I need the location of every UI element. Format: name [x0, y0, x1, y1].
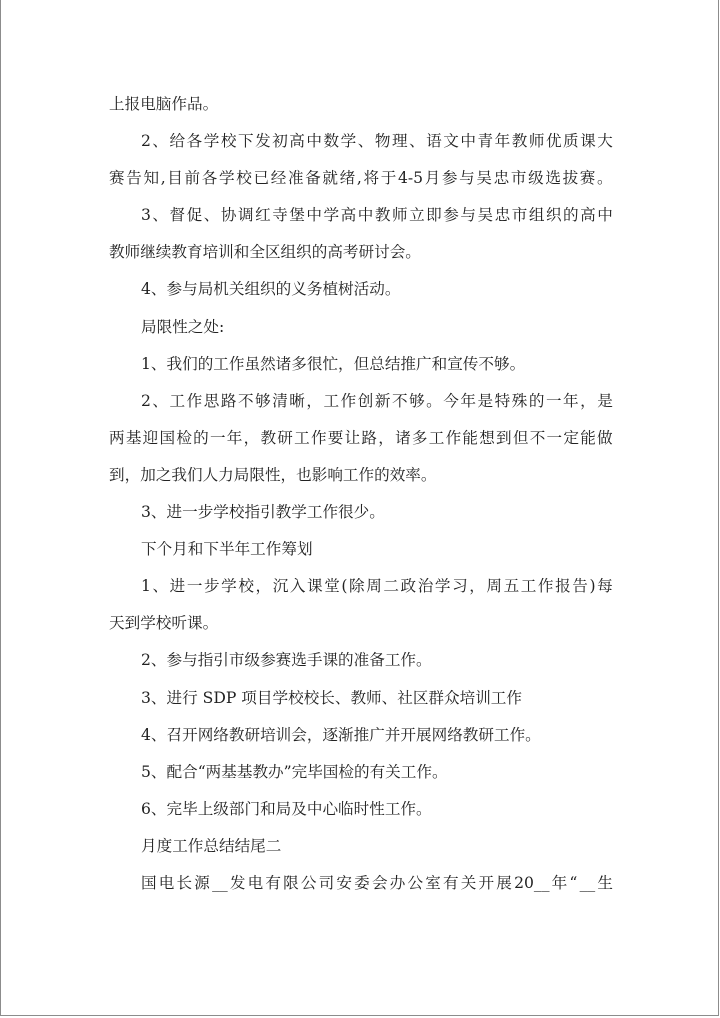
paragraph-line: 5、配合“两基基教办”完毕国检的有关工作。 — [141, 762, 448, 781]
paragraph-line: 天到学校听课。 — [109, 614, 219, 633]
paragraph-line: 3、进行 SDP 项目学校校长、教师、社区群众培训工作 — [141, 688, 522, 707]
paragraph-line: 国 电 长 源 __ 发 电 有 限 公 司 安 委 会 办 公 室 有 关 开 展 20__ 年 “ __ 生 — [141, 873, 613, 892]
paragraph-line: 下个月和下半年工作筹划 — [141, 540, 313, 559]
paragraph-line: 教师继续教育培训和全区组织的高考研讨会。 — [109, 243, 421, 262]
paragraph-line: 赛 告 知 , 目 前 各 学 校 已 经 准 备 就 绪 , 将 于 4-5 月 参 与 吴 忠 市 级 选 拔 赛 。 — [109, 169, 613, 188]
paragraph-line: 2、参与指引市级参赛选手课的准备工作。 — [141, 651, 432, 670]
paragraph-line: 1、我们的工作虽然诸多很忙，但总结推广和宣传不够。 — [141, 354, 526, 373]
paragraph-line: 1 、 进 一 步 学 校 ， 沉 入 课 堂 ( 除 周 二 政 治 学 习 ， 周 五 工 作 报 告 ) 每 — [141, 577, 613, 596]
paragraph-line: 3、进一步学校指引教学工作很少。 — [141, 503, 385, 522]
document-body — [109, 86, 613, 902]
paragraph-line: 6、完毕上级部门和局及中心临时性工作。 — [141, 799, 432, 818]
paragraph-line: 到，加之我们人力局限性，也影响工作的效率。 — [109, 465, 437, 484]
paragraph-line: 上报电脑作品。 — [109, 95, 219, 113]
paragraph-line: 3 、 督 促 、 协 调 红 寺 堡 中 学 高 中 教 师 立 即 参 与 吴 忠 市 组 织 的 高 中 — [141, 206, 613, 225]
paragraph-line: 局限性之处: — [141, 317, 225, 336]
paragraph-line: 4、召开网络教研培训会，逐渐推广并开展网络教研工作。 — [141, 725, 541, 744]
paragraph-line: 4、参与局机关组织的义务植树活动。 — [141, 280, 401, 299]
paragraph-line: 2 、 给 各 学 校 下 发 初 高 中 数 学 、 物 理 、 语 文 中 青 年 教 师 优 质 课 大 — [141, 132, 613, 151]
paragraph-line: 月度工作总结结尾二 — [141, 836, 282, 855]
paragraph-line: 两 基 迎 国 检 的 一 年 ， 教 研 工 作 要 让 路 ， 诸 多 工 作 能 想 到 但 不 一 定 能 做 — [109, 428, 613, 447]
paragraph-line: 2 、 工 作 思 路 不 够 清 晰 ， 工 作 创 新 不 够 。 今 年 是 特 殊 的 一 年 ， 是 — [141, 391, 613, 410]
